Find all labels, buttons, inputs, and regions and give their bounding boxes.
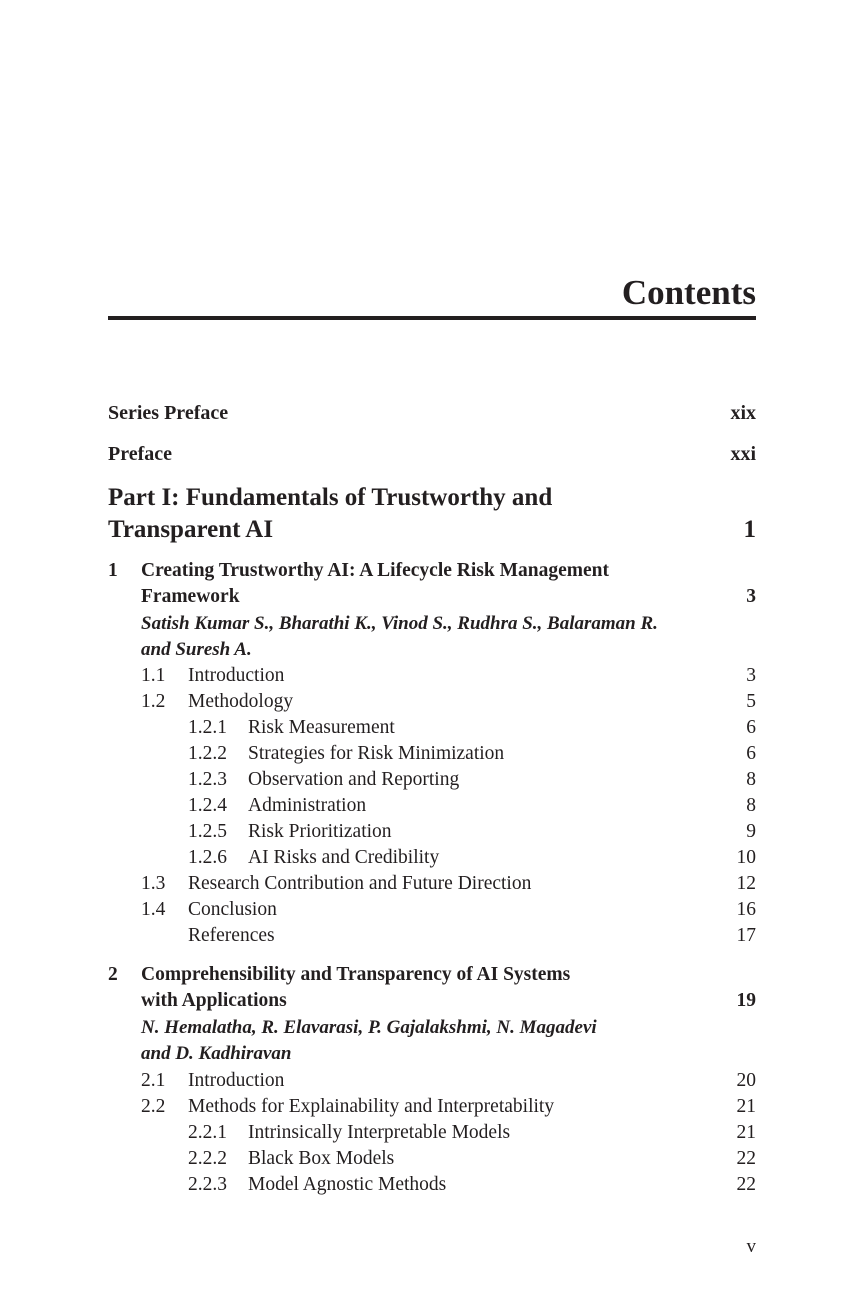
toc-entry-preface[interactable]: Preface [108, 443, 173, 465]
subsection-page: 22 [736, 1174, 756, 1195]
subsection-number: 1.2.4 [188, 795, 227, 816]
chapter-authors-line1: N. Hemalatha, R. Elavarasi, P. Gajalakshmi, N. Magadevi [141, 1017, 597, 1038]
title-rule [108, 316, 756, 320]
subsection-number: 2.2.1 [188, 1122, 227, 1143]
subsection-title[interactable]: AI Risks and Credibility [248, 847, 440, 868]
subsection-number: 1.2.5 [188, 821, 227, 842]
subsection-page: 6 [746, 717, 756, 738]
chapter-title-line1[interactable]: Creating Trustworthy AI: A Lifecycle Risk Management [141, 560, 609, 581]
part-title-line1[interactable]: Part I: Fundamentals of Trustworthy and [108, 484, 553, 511]
subsection-page: 6 [746, 743, 756, 764]
chapter-number: 2 [108, 964, 118, 985]
subsection-number: 2.2.2 [188, 1148, 227, 1169]
page-folio: v [746, 1236, 756, 1257]
section-title[interactable]: Conclusion [188, 899, 277, 920]
subsection-page: 21 [736, 1122, 756, 1143]
chapter-authors-line1: Satish Kumar S., Bharathi K., Vinod S., Rudhra S., Balaraman R. [141, 613, 658, 634]
subsection-title[interactable]: Intrinsically Interpretable Models [248, 1122, 511, 1143]
section-page: 12 [736, 873, 756, 894]
section-page: 16 [736, 899, 756, 920]
section-title[interactable]: Introduction [188, 1070, 285, 1091]
section-page: 20 [736, 1070, 756, 1091]
section-number: 1.1 [141, 665, 166, 686]
section-title[interactable]: Methods for Explainability and Interpretability [188, 1096, 555, 1117]
subsection-title[interactable]: Risk Measurement [248, 717, 395, 738]
chapter-title-line2[interactable]: with Applications [141, 990, 287, 1011]
subsection-page: 8 [746, 769, 756, 790]
subsection-title[interactable]: Model Agnostic Methods [248, 1174, 447, 1195]
section-title[interactable]: Methodology [188, 691, 294, 712]
section-number: 1.4 [141, 899, 166, 920]
subsection-page: 9 [746, 821, 756, 842]
chapter-number: 1 [108, 560, 118, 581]
section-number: 2.1 [141, 1070, 166, 1091]
subsection-number: 1.2.3 [188, 769, 227, 790]
chapter-page: 19 [736, 990, 756, 1011]
subsection-title[interactable]: Black Box Models [248, 1148, 395, 1169]
subsection-page: 10 [736, 847, 756, 868]
subsection-title[interactable]: Strategies for Risk Minimization [248, 743, 505, 764]
page-title: Contents [621, 273, 756, 312]
subsection-number: 1.2.2 [188, 743, 227, 764]
subsection-title[interactable]: Risk Prioritization [248, 821, 392, 842]
subsection-page: 22 [736, 1148, 756, 1169]
section-page: 3 [746, 665, 756, 686]
toc-page-preface: xxi [730, 443, 756, 465]
subsection-number: 2.2.3 [188, 1174, 227, 1195]
chapter-page: 3 [746, 586, 756, 607]
toc-entry-series-preface[interactable]: Series Preface [108, 402, 229, 424]
subsection-title[interactable]: Observation and Reporting [248, 769, 460, 790]
section-title[interactable]: Introduction [188, 665, 285, 686]
chapter-title-line2[interactable]: Framework [141, 586, 240, 607]
part-title-line2[interactable]: Transparent AI [108, 516, 274, 543]
part-page: 1 [743, 516, 756, 543]
section-number: 2.2 [141, 1096, 166, 1117]
chapter-authors-line2: and Suresh A. [141, 639, 252, 660]
section-title[interactable]: Research Contribution and Future Direction [188, 873, 532, 894]
subsection-number: 1.2.1 [188, 717, 227, 738]
chapter-authors-line2: and D. Kadhiravan [141, 1043, 292, 1064]
subsection-page: 8 [746, 795, 756, 816]
section-number: 1.3 [141, 873, 166, 894]
section-page: 21 [736, 1096, 756, 1117]
toc-page-series-preface: xix [730, 402, 756, 424]
subsection-number: 1.2.6 [188, 847, 227, 868]
references-page: 17 [736, 925, 756, 946]
chapter-title-line1[interactable]: Comprehensibility and Transparency of AI Systems [141, 964, 571, 985]
subsection-title[interactable]: Administration [248, 795, 367, 816]
section-number: 1.2 [141, 691, 166, 712]
references-entry[interactable]: References [188, 925, 275, 946]
section-page: 5 [746, 691, 756, 712]
